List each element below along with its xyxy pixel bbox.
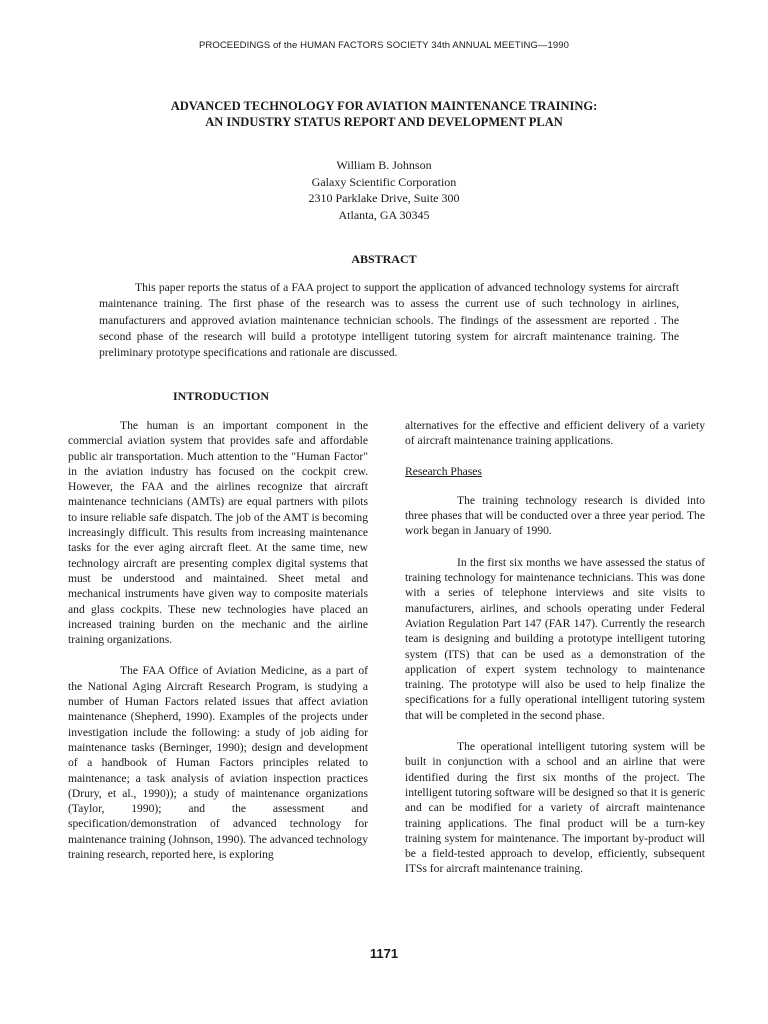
research-phases-paragraph-2: In the first six months we have assessed the status of training technology for maintenance technicians. This was done with a series of telephone interviews and site visits to manufacturers, airlines, and schools operating under Federal Aviation Regulation Part 147 (FAR 147). Currently the research team is designing and building a prototype intelligent tutoring system (ITS) that can be used as a demonstration of the application of expert system technology to maintenance training. The prototype will also be used to help finalize the specifications for a fully operational intelligent tutoring system that will be completed in the second phase. xyxy=(405,555,705,722)
right-column xyxy=(405,418,705,877)
paper-title xyxy=(60,98,708,130)
paper-title-line-2: AN INDUSTRY STATUS REPORT AND DEVELOPMENT PLAN xyxy=(205,115,563,129)
introduction-paragraph-3-continued: alternatives for the effective and efficient delivery of a variety of aircraft maintenance training applications. xyxy=(405,419,705,448)
introduction-heading: INTRODUCTION xyxy=(173,389,270,403)
author-name: William B. Johnson xyxy=(336,158,432,172)
introduction-paragraph-1: The human is an important component in the commercial aviation system that provides safe and affordable public air transportation. Much attention to the "Human Factor" in the aviation industry has focused on the cockpit crew. However, the FAA and the airlines recognize that aircraft maintenance technicians (AMTs) are equal partners with pilots to insure reliable safe dispatch. The job of the AMT is becoming increasingly difficult. This results from increasing maintenance tasks for the ever aging aircraft fleet. At the same time, new technology aircraft are presenting complex digital systems that must be understood and maintained. Sheet metal and mechanical instruments have given way to composite materials and glass cockpits. These new technologies have placed an increased training burden on the mechanic and the airline training organizations. xyxy=(68,419,368,647)
paper-title-line-1: ADVANCED TECHNOLOGY FOR AVIATION MAINTENANCE TRAINING: xyxy=(170,99,598,113)
research-phases-paragraph-3: The operational intelligent tutoring system will be built in conjunction with a school and an airline that were identified during the first six months of the project. The intelligent tutoring software will be designed so that it is generic and can be modified for a variety of aircraft maintenance training applications. The final product will be a turn-key training system for maintenance. The important by-product will be a field-tested approach to develop, efficiently, subsequent ITSs for aircraft maintenance training. xyxy=(405,740,705,876)
abstract-heading: ABSTRACT xyxy=(351,252,417,266)
author-city: Atlanta, GA 30345 xyxy=(338,207,430,222)
abstract-text: This paper reports the status of a FAA project to support the application of advanced technology systems for aircraft maintenance training. The first phase of the research was to assess the current use of such technology in airlines, manufacturers and approved aviation maintenance technician schools. The findings of the assessment are reported . The second phase of the research will build a prototype intelligent tutoring system for aircraft maintenance training. The preliminary prototype specifications and rationale are discussed. xyxy=(99,281,679,360)
introduction-paragraph-2: The FAA Office of Aviation Medicine, as a part of the National Aging Aircraft Research Program, is studying a number of Human Factors related issues that affect aviation maintenance (Shepherd, 1990). Examples of the projects under investigation include the following: a study of job aiding for maintenance tasks (Berninger, 1990); design and development of a handbook of Human Factors principles related to maintenance; a task analysis of aviation inspection practices (Drury, et al., 1990)); a study of maintenance organizations (Taylor, 1990); and the assessment and specification/demonstration of advanced technology for maintenance training (Johnson, 1990). The advanced technology training research, reported here, is exploring xyxy=(68,664,368,862)
author-affiliation: Galaxy Scientific Corporation xyxy=(311,174,457,189)
research-phases-heading: Research Phases xyxy=(405,464,482,478)
author-block xyxy=(0,157,768,223)
author-street: 2310 Parklake Drive, Suite 300 xyxy=(308,191,460,205)
left-column xyxy=(68,418,368,862)
running-head: PROCEEDINGS of the HUMAN FACTORS SOCIETY 34th ANNUAL MEETING—1990 xyxy=(198,40,570,51)
research-phases-paragraph-1: The training technology research is divided into three phases that will be conducted over a three year period. The work began in January of 1990. xyxy=(405,493,705,538)
page-number: 1171 xyxy=(369,946,399,961)
